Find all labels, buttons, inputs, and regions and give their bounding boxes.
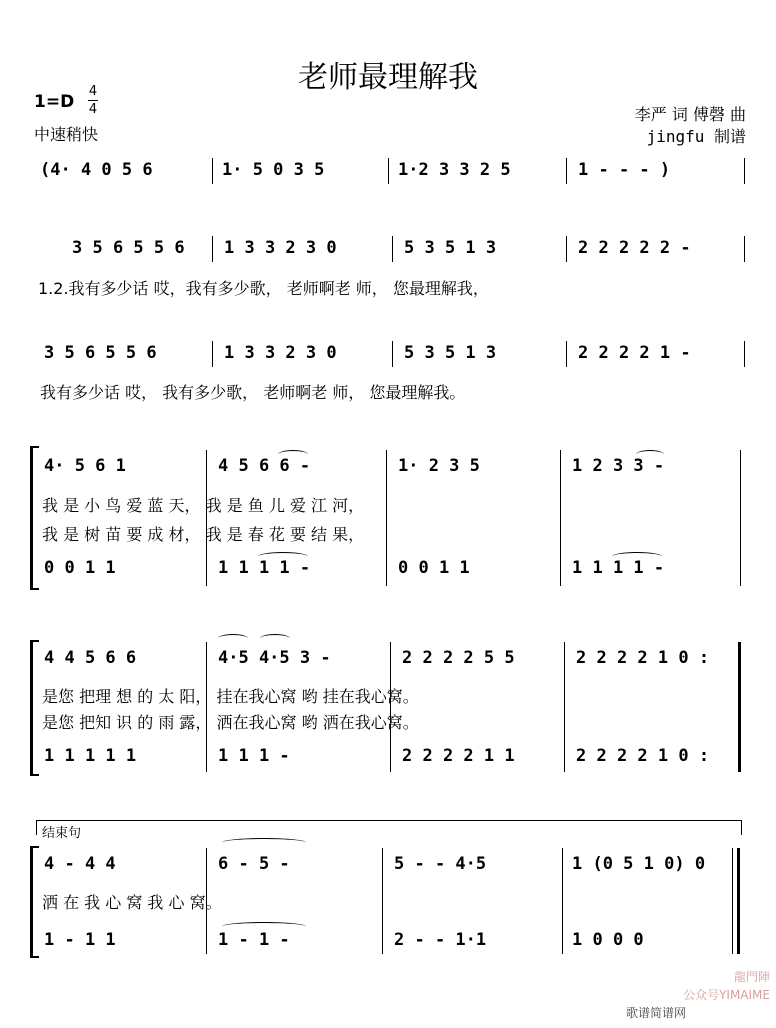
lower-4-1: 0 0 1 1 <box>44 558 116 578</box>
measure-3-4: 2 2 2 2 1 - <box>578 343 691 363</box>
barline <box>744 341 745 367</box>
measure-1-4: 1 - - - ) <box>578 160 671 180</box>
watermark-site: 歌谱简谱网 <box>626 1006 687 1020</box>
slur <box>278 450 308 459</box>
measure-5-2: 4·5 4·5 3 - <box>218 648 331 668</box>
measure-1-3: 1·2 3 3 2 5 <box>398 160 511 180</box>
measure-4-3: 1· 2 3 5 <box>398 456 480 476</box>
system-bracket <box>30 446 39 590</box>
barline <box>566 158 567 184</box>
system-bracket <box>30 640 39 776</box>
barline <box>390 642 391 772</box>
watermark-logo <box>683 968 770 1004</box>
final-barline-thick <box>737 848 740 954</box>
barline <box>564 642 565 772</box>
lyrics-line-2: 1.2.我有多少话 哎，我有多少歌， 老师啊老 师， 您最理解我， <box>38 279 489 298</box>
time-signature <box>88 84 98 117</box>
barline <box>392 341 393 367</box>
measure-5-1: 4 4 5 6 6 <box>44 648 137 668</box>
lyrics-line-5b: 是您 把知 识 的 雨 露， 洒在我心窝 哟 洒在我心窝。 <box>42 713 419 732</box>
credit-composer: 李严 词 傅磬 曲 <box>634 105 746 124</box>
barline <box>212 341 213 367</box>
barline <box>566 236 567 262</box>
barline <box>740 450 741 586</box>
time-top: 4 <box>88 84 98 99</box>
barline <box>744 158 745 184</box>
measure-5-4: 2 2 2 2 1 0 : <box>576 648 710 668</box>
measure-6-3: 5 - - 4·5 <box>394 854 487 874</box>
measure-1-1: (4· 4 0 5 6 <box>40 160 153 180</box>
slur <box>222 922 306 931</box>
barline <box>392 236 393 262</box>
lower-6-4: 1 0 0 0 <box>572 930 644 950</box>
ending-section-label: 结束句 <box>42 826 82 841</box>
slur <box>636 450 664 459</box>
credit-arranger: jingfu 制谱 <box>646 127 746 146</box>
measure-2-3: 5 3 5 1 3 <box>404 238 497 258</box>
key-signature: 1=D <box>34 92 75 112</box>
watermark-line-1: 龍門陣 <box>733 970 770 984</box>
measure-3-1: 3 5 6 5 5 6 <box>44 343 157 363</box>
ending-section-frame <box>36 820 742 835</box>
slur <box>260 634 290 643</box>
barline <box>566 341 567 367</box>
measure-3-3: 5 3 5 1 3 <box>404 343 497 363</box>
barline <box>386 450 387 586</box>
barline <box>382 848 383 954</box>
lower-6-3: 2 - - 1·1 <box>394 930 487 950</box>
measure-6-4: 1 (0 5 1 0) 0 <box>572 854 706 874</box>
barline <box>560 450 561 586</box>
measure-2-2: 1 3 3 2 3 0 <box>224 238 337 258</box>
barline <box>206 642 207 772</box>
lower-4-4: 1 1 1 1 - <box>572 558 665 578</box>
system-bracket <box>30 846 39 958</box>
measure-1-2: 1· 5 0 3 5 <box>222 160 325 180</box>
measure-4-2: 4 5 6 6 - <box>218 456 311 476</box>
tempo-marking: 中速稍快 <box>34 125 99 144</box>
slur <box>258 552 308 561</box>
lower-6-2: 1 - 1 - <box>218 930 290 950</box>
lower-6-1: 1 - 1 1 <box>44 930 116 950</box>
measure-5-3: 2 2 2 2 5 5 <box>402 648 515 668</box>
lyrics-line-4b: 我 是 树 苗 要 成 材， 我 是 春 花 要 结 果， <box>42 525 365 544</box>
measure-4-4: 1 2 3 3 - <box>572 456 665 476</box>
barline <box>562 848 563 954</box>
measure-6-1: 4 - 4 4 <box>44 854 116 874</box>
barline <box>388 158 389 184</box>
barline <box>212 236 213 262</box>
song-title: 老师最理解我 <box>298 60 478 95</box>
barline <box>744 236 745 262</box>
lower-4-3: 0 0 1 1 <box>398 558 470 578</box>
watermark-line-2: 公众号YIMAIME <box>683 988 770 1002</box>
barline <box>212 158 213 184</box>
lyrics-line-5a: 是您 把理 想 的 太 阳， 挂在我心窝 哟 挂在我心窝。 <box>42 687 419 706</box>
measure-2-1: 3 5 6 5 5 6 <box>72 238 185 258</box>
slur <box>218 634 248 643</box>
slur <box>222 838 306 847</box>
barline <box>206 450 207 586</box>
lower-5-3: 2 2 2 2 1 1 <box>402 746 515 766</box>
lyrics-line-6: 洒 在 我 心 窝 我 心 窝。 <box>42 893 222 912</box>
lower-4-2: 1 1 1 1 - <box>218 558 311 578</box>
repeat-barline <box>738 642 741 772</box>
final-barline-thin <box>732 848 733 954</box>
lyrics-line-4a: 我 是 小 鸟 爱 蓝 天， 我 是 鱼 儿 爱 江 河， <box>42 496 365 515</box>
slur <box>612 552 662 561</box>
lower-5-4: 2 2 2 2 1 0 : <box>576 746 710 766</box>
lower-5-2: 1 1 1 - <box>218 746 290 766</box>
measure-4-1: 4· 5 6 1 <box>44 456 126 476</box>
lower-5-1: 1 1 1 1 1 <box>44 746 137 766</box>
measure-3-2: 1 3 3 2 3 0 <box>224 343 337 363</box>
measure-6-2: 6 - 5 - <box>218 854 290 874</box>
time-bottom: 4 <box>88 102 98 117</box>
measure-2-4: 2 2 2 2 2 - <box>578 238 691 258</box>
lyrics-line-3: 我有多少话 哎， 我有多少歌， 老师啊老 师， 您最理解我。 <box>40 383 466 402</box>
